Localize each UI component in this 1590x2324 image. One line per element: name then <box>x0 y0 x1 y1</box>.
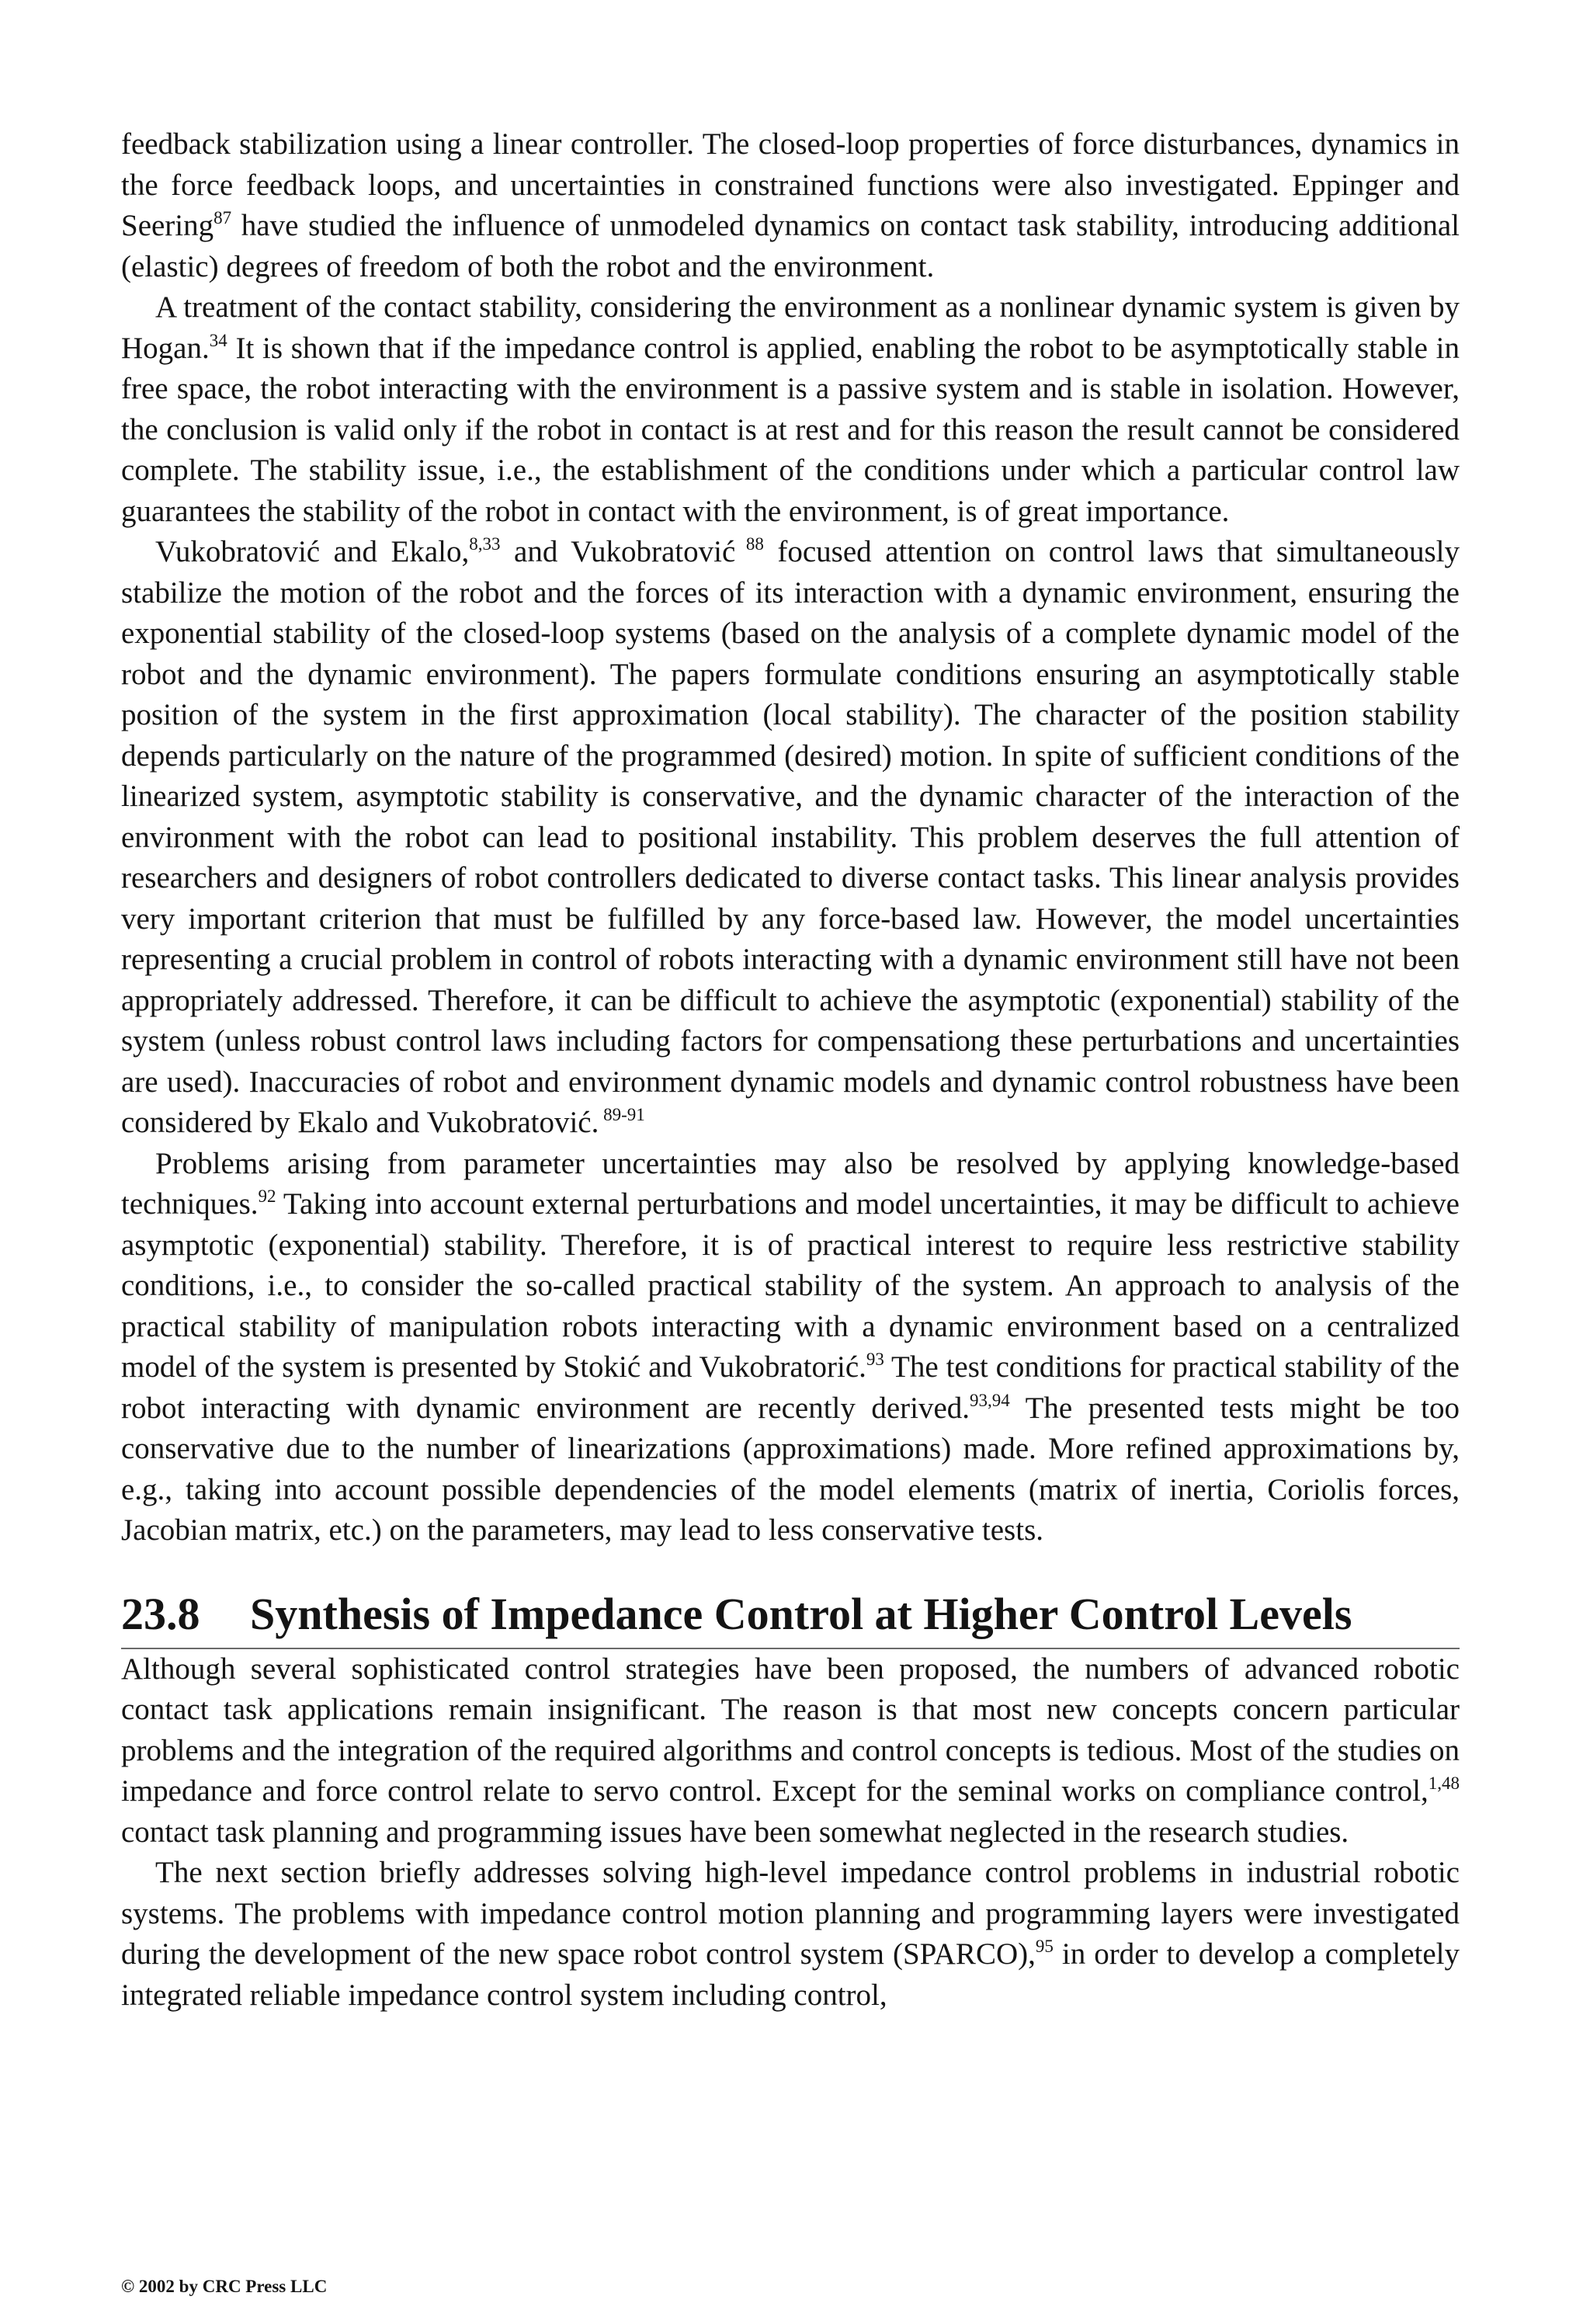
citation-superscript: 88 <box>735 534 764 554</box>
paragraph <box>121 1853 1460 2016</box>
citation-superscript: 89-91 <box>599 1105 645 1124</box>
text-run: contact task planning and programming issues have been somewhat neglected in the research studies. <box>121 1815 1349 1849</box>
text-run: feedback stabilization using a linear controller. The closed-loop properties of force disturbances, dynamics in the force feedback loops, and uncertainties in constrained functions were also investigated. Eppinger and Seering <box>121 127 1460 242</box>
text-run: Vukobratović and Ekalo, <box>155 535 470 568</box>
citation-superscript: 87 <box>214 208 232 228</box>
section-title: Synthesis of Impedance Control at Higher Control Levels <box>250 1588 1352 1639</box>
paragraph <box>121 1649 1460 1853</box>
paragraph <box>121 532 1460 1144</box>
text-run: in order to develop a completely integrated reliable impedance control system including control, <box>121 1937 1460 2012</box>
text-run: The presented tests might be too conservative due to the number of linearizations (approximations) made. More refined approximations by, e.g., taking into account possible dependencies of the model elements (matrix of inertia, Coriolis forces, Jacobian matrix, etc.) on the parameters, may lead to less conservative tests. <box>121 1391 1460 1547</box>
text-run: have studied the influence of unmodeled dynamics on contact task stability, introducing additional (elastic) degrees of freedom of both the robot and the environment. <box>121 209 1460 283</box>
section-number: 23.8 <box>121 1588 200 1639</box>
paragraph <box>121 1144 1460 1551</box>
citation-superscript: 95 <box>1035 1937 1054 1956</box>
citation-superscript: 34 <box>209 330 227 350</box>
text-run: Problems arising from parameter uncertainties may also be resolved by applying knowledge-based techniques. <box>121 1146 1460 1221</box>
body-text-after-section <box>121 1649 1460 2017</box>
text-run: It is shown that if the impedance control is applied, enabling the robot to be asymptotically stable in free space, the robot interacting with the environment is a passive system and is stable in isolation. However, the conclusion is valid only if the robot in contact is at rest and for this reason the result cannot be considered complete. The stability issue, i.e., the establishment of the conditions under which a particular control law guarantees the stability of the robot in contact with the environment, is of great importance. <box>121 331 1460 528</box>
citation-superscript: 1,48 <box>1428 1773 1460 1793</box>
paragraph <box>121 287 1460 532</box>
citation-superscript: 93,94 <box>970 1390 1010 1410</box>
copyright-footer: © 2002 by CRC Press LLC <box>121 2277 328 2296</box>
text-run: Although several sophisticated control strategies have been proposed, the numbers of advanced robotic contact task applications remain insignificant. The reason is that most new concepts concern particular problems and the integration of the required algorithms and control concepts is tedious. Most of the studies on impedance and force control relate to servo control. Except for the seminal works on compliance control, <box>121 1652 1460 1808</box>
text-run: and Vukobratović <box>500 535 736 568</box>
text-run: A treatment of the contact stability, considering the environment as a nonlinear dynamic system is given by Hogan. <box>121 290 1460 365</box>
text-run: The next section briefly addresses solving high-level impedance control problems in industrial robotic systems. The problems with impedance control motion planning and programming layers were investigated during the development of the new space robot control system (SPARCO), <box>121 1856 1460 1971</box>
text-run: focused attention on control laws that simultaneously stabilize the motion of the robot and the forces of its interaction with a dynamic environment, ensuring the exponential stability of the closed-loop systems (based on the analysis of a complete dynamic model of the robot and the dynamic environment). The papers formulate conditions ensuring an asymptotically stable position of the system in the first approximation (local stability). The character of the position stability depends particularly on the nature of the programmed (desired) motion. In spite of sufficient conditions of the linearized system, asymptotic stability is conservative, and the dynamic character of the interaction of the environment with the robot can lead to positional instability. This problem deserves the full attention of researchers and designers of robot controllers dedicated to diverse contact tasks. This linear analysis provides very important criterion that must be fulfilled by any force-based law. However, the model uncertainties representing a crucial problem in control of robots interacting with a dynamic environment still have not been appropriately addressed. Therefore, it can be difficult to achieve the asymptotic (exponential) stability of the system (unless robust control laws including factors for compensationg these perturbations and uncertainties are used). Inaccuracies of robot and environment dynamic models and dynamic control robustness have been considered by Ekalo and Vukobratović. <box>121 535 1460 1139</box>
body-text-before-section <box>121 124 1460 1551</box>
section-heading <box>121 1586 1460 1649</box>
citation-superscript: 8,33 <box>469 534 501 554</box>
citation-superscript: 93 <box>866 1350 884 1369</box>
paragraph <box>121 124 1460 287</box>
text-run: Taking into account external perturbations and model uncertainties, it may be difficult to achieve asymptotic (exponential) stability. Therefore, it is of practical interest to require less restrictive stability conditions, i.e., to consider the so-called practical stability of the system. An approach to analysis of the practical stability of manipulation robots interacting with a dynamic environment based on a centralized model of the system is presented by Stokić and Vukobratorić. <box>121 1187 1460 1384</box>
citation-superscript: 92 <box>258 1186 276 1206</box>
text-run: The test conditions for practical stability of the robot interacting with dynamic environment are recently derived. <box>121 1350 1460 1425</box>
page-body <box>121 124 1460 2016</box>
